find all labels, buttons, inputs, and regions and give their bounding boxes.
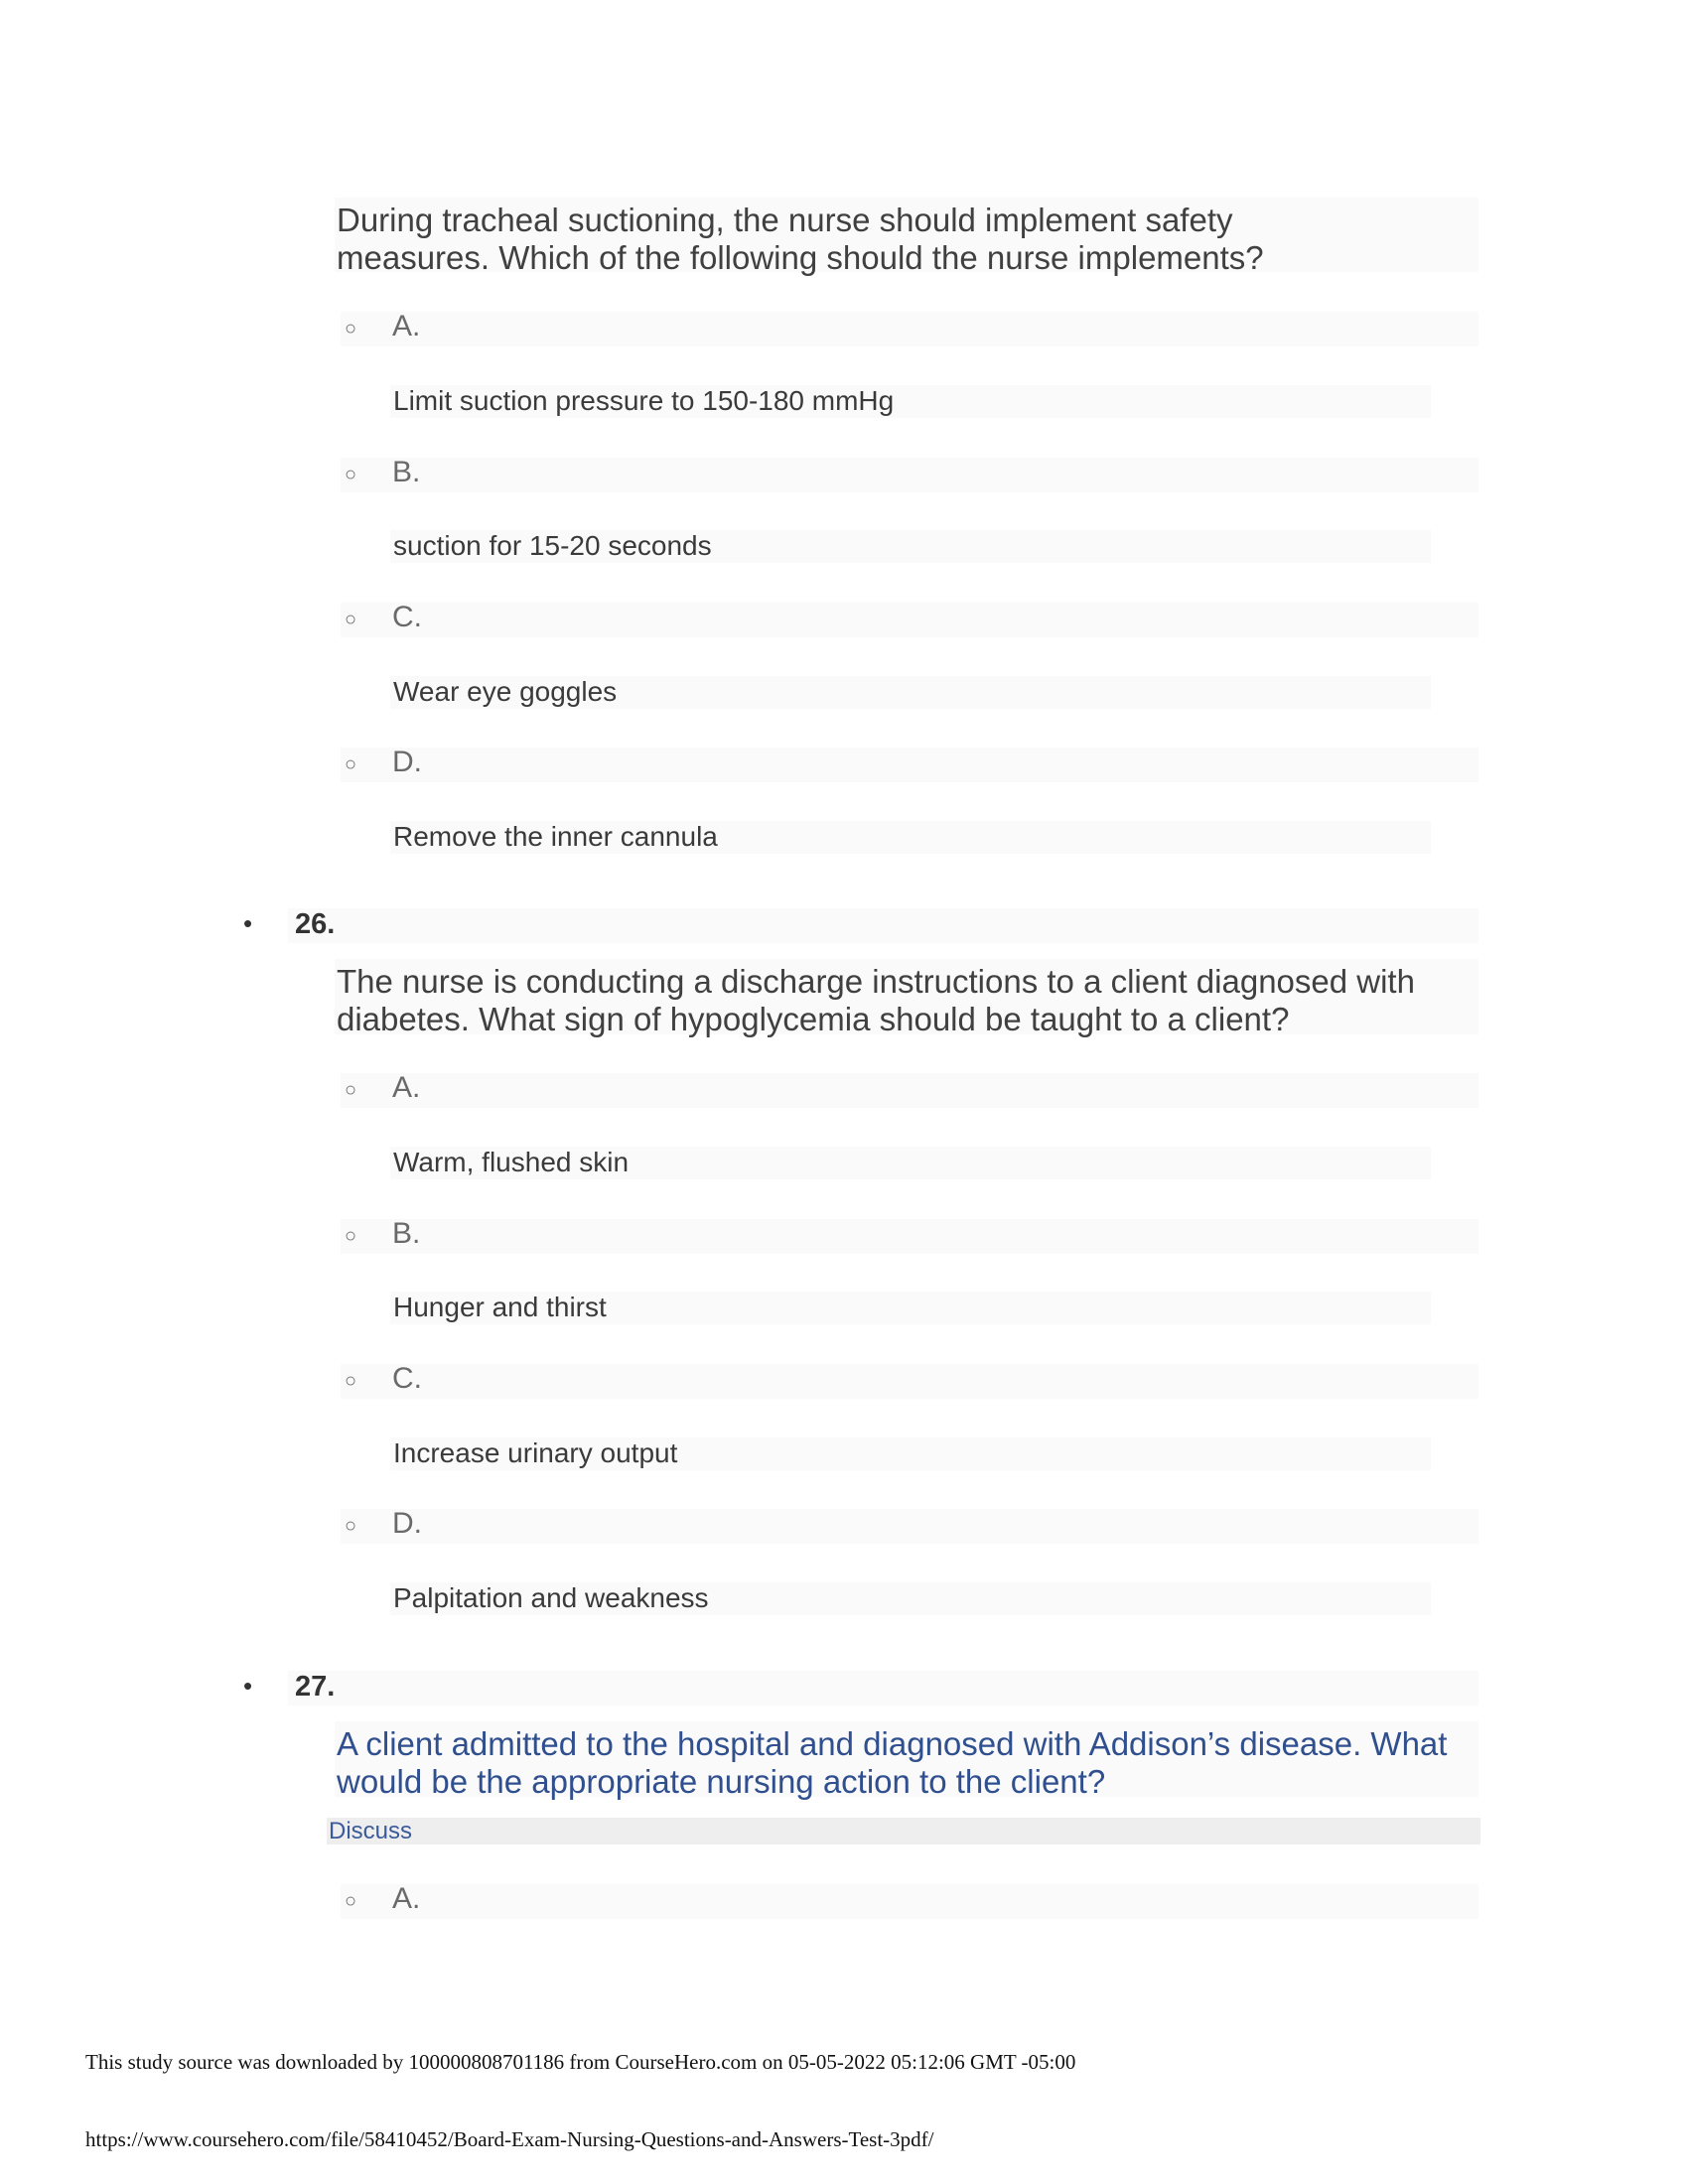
question-26-option-c-text: Increase urinary output bbox=[390, 1437, 1431, 1470]
question-26-option-d-text: Palpitation and weakness bbox=[390, 1582, 1431, 1615]
option-label: D. bbox=[392, 746, 422, 778]
question-25-line1: During tracheal suctioning, the nurse should implement safety bbox=[337, 202, 1233, 238]
radio-circle-icon: ○ bbox=[345, 464, 357, 485]
radio-circle-icon: ○ bbox=[345, 1225, 357, 1247]
option-label: B. bbox=[392, 456, 421, 488]
question-25-option-c[interactable] bbox=[341, 603, 1478, 637]
option-label: C. bbox=[392, 1362, 422, 1395]
list-bullet-icon: • bbox=[243, 908, 253, 938]
question-25-line2: measures. Which of the following should the nurse implements? bbox=[337, 239, 1264, 276]
question-27-text[interactable] bbox=[335, 1721, 1478, 1800]
question-27-line1: A client admitted to the hospital and diagnosed with Addison’s disease. What bbox=[337, 1725, 1448, 1762]
question-26-text bbox=[335, 959, 1478, 1037]
question-26-option-b[interactable] bbox=[341, 1219, 1478, 1254]
radio-circle-icon: ○ bbox=[345, 1890, 357, 1912]
question-25-option-c-text: Wear eye goggles bbox=[390, 676, 1431, 709]
question-26-number-row bbox=[288, 908, 1478, 943]
question-25-option-d-text: Remove the inner cannula bbox=[390, 821, 1431, 854]
question-27-number: 27. bbox=[295, 1671, 336, 1703]
question-26-option-a[interactable] bbox=[341, 1073, 1478, 1108]
question-26-line1: The nurse is conducting a discharge instructions to a client diagnosed with bbox=[337, 963, 1415, 1000]
option-label: D. bbox=[392, 1507, 422, 1540]
question-26-option-b-text: Hunger and thirst bbox=[390, 1292, 1431, 1324]
radio-circle-icon: ○ bbox=[345, 1370, 357, 1392]
radio-circle-icon: ○ bbox=[345, 753, 357, 775]
list-bullet-icon: • bbox=[243, 1671, 253, 1701]
question-25-option-a[interactable] bbox=[341, 312, 1478, 346]
question-26-option-c[interactable] bbox=[341, 1364, 1478, 1399]
radio-circle-icon: ○ bbox=[345, 1515, 357, 1537]
question-26-line2: diabetes. What sign of hypoglycemia should be taught to a client? bbox=[337, 1001, 1290, 1037]
download-notice: This study source was downloaded by 100000808701186 from CourseHero.com on 05-05-2022 05:12:06 GMT -05:00 bbox=[85, 2050, 1076, 2074]
question-26-option-a-text: Warm, flushed skin bbox=[390, 1147, 1431, 1179]
radio-circle-icon: ○ bbox=[345, 1079, 357, 1101]
option-label: B. bbox=[392, 1217, 421, 1250]
radio-circle-icon: ○ bbox=[345, 609, 357, 630]
question-27-line2: would be the appropriate nursing action to the client? bbox=[337, 1763, 1106, 1800]
source-url[interactable]: https://www.coursehero.com/file/58410452/Board-Exam-Nursing-Questions-and-Answers-Test-3pdf/ bbox=[85, 2127, 934, 2151]
question-26-option-d[interactable] bbox=[341, 1509, 1478, 1544]
radio-circle-icon: ○ bbox=[345, 318, 357, 340]
question-27-option-a[interactable] bbox=[341, 1884, 1478, 1919]
question-27-number-row bbox=[288, 1671, 1478, 1706]
discuss-link[interactable]: Discuss bbox=[327, 1818, 1480, 1844]
option-label: A. bbox=[392, 1071, 421, 1104]
question-25-option-d[interactable] bbox=[341, 748, 1478, 782]
option-label: A. bbox=[392, 310, 421, 342]
question-25-text bbox=[335, 198, 1478, 276]
option-label: C. bbox=[392, 601, 422, 633]
question-25-option-a-text: Limit suction pressure to 150-180 mmHg bbox=[390, 385, 1431, 418]
question-25-option-b-text: suction for 15-20 seconds bbox=[390, 530, 1431, 563]
question-26-number: 26. bbox=[295, 908, 336, 940]
question-25-option-b[interactable] bbox=[341, 458, 1478, 492]
option-label: A. bbox=[392, 1882, 421, 1915]
